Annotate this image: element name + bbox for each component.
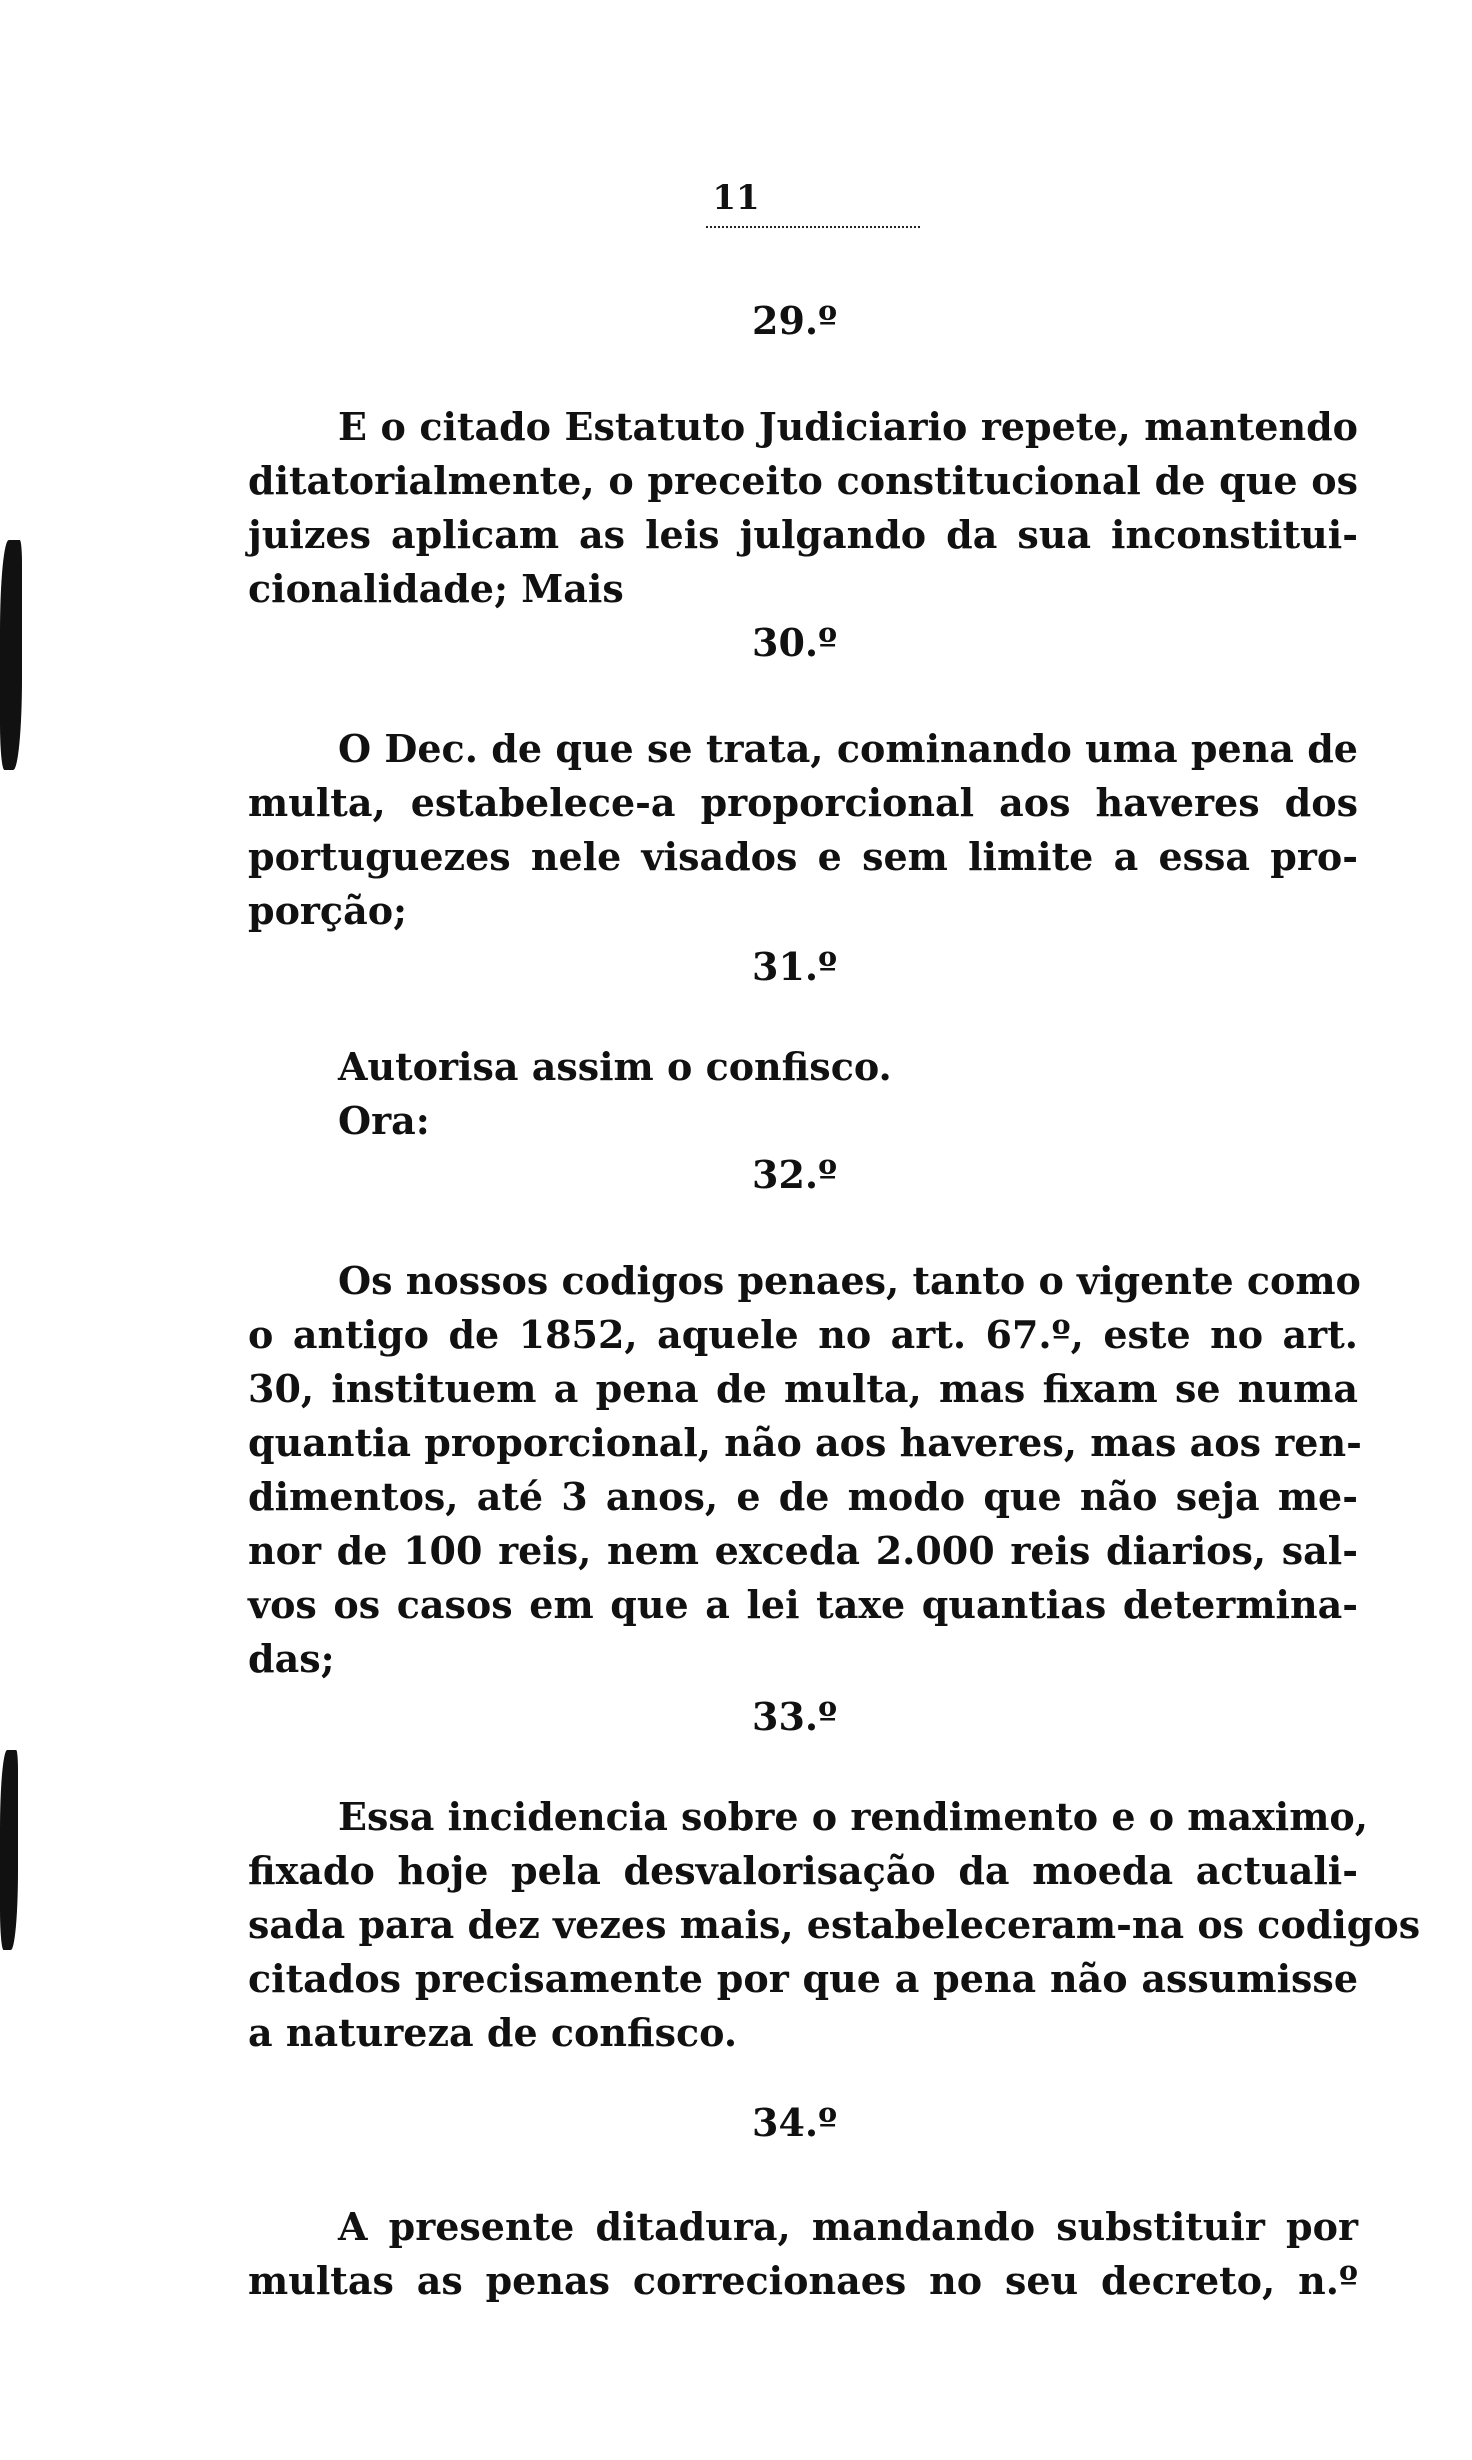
paragraph-line: o antigo de 1852, aquele no art. 67.º, este no art. <box>248 1312 1358 1357</box>
paragraph-line: 30, instituem a pena de multa, mas fixam se numa <box>248 1366 1358 1411</box>
paragraph-line: porção; <box>248 888 408 933</box>
paragraph-line: portuguezes nele visados e sem limite a essa pro- <box>248 834 1358 879</box>
paragraph-line: ditatorialmente, o preceito constitucional de que os <box>248 458 1358 503</box>
paragraph-line: A presente ditadura, mandando substituir por <box>338 2204 1358 2249</box>
paragraph-line: sada para dez vezes mais, estabeleceram-na os codigos <box>248 1902 1421 1947</box>
paragraph-line: fixado hoje pela desvalorisação da moeda actuali- <box>248 1848 1358 1893</box>
section-number-34: 34.º <box>752 2100 838 2145</box>
paragraph-line: Essa incidencia sobre o rendimento e o maximo, <box>338 1794 1369 1839</box>
section-number-30: 30.º <box>752 620 838 665</box>
page-number: 11 <box>712 178 760 218</box>
paragraph-line: das; <box>248 1636 335 1681</box>
paragraph-34 <box>248 2200 1358 2308</box>
paragraph-line: Ora: <box>338 1098 430 1143</box>
paragraph-32 <box>248 1254 1362 1686</box>
paragraph-line: dimentos, até 3 anos, e de modo que não seja me- <box>248 1474 1358 1519</box>
paragraph-line: vos os casos em que a lei taxe quantias determina- <box>248 1582 1358 1627</box>
paragraph-33 <box>248 1790 1421 2060</box>
paragraph-line: juizes aplicam as leis julgando da sua inconstitui- <box>248 512 1358 557</box>
scan-artifact-bottom <box>0 1750 18 1950</box>
paragraph-line: E o citado Estatuto Judiciario repete, mantendo <box>338 404 1358 449</box>
paragraph-line: quantia proporcional, não aos haveres, mas aos ren- <box>248 1420 1362 1465</box>
paragraph-line: citados precisamente por que a pena não assumisse <box>248 1956 1358 2001</box>
section-number-29: 29.º <box>752 298 838 343</box>
paragraph-line: O Dec. de que se trata, cominando uma pena de <box>338 726 1358 771</box>
paragraph-line: Os nossos codigos penaes, tanto o vigente como <box>338 1258 1361 1303</box>
section-number-32: 32.º <box>752 1152 838 1197</box>
scan-artifact-top <box>0 540 22 770</box>
section-number-33: 33.º <box>752 1694 838 1739</box>
paragraph-line: nor de 100 reis, nem exceda 2.000 reis diarios, sal- <box>248 1528 1358 1573</box>
paragraph-30 <box>248 722 1358 938</box>
paragraph-line: cionalidade; Mais <box>248 566 624 611</box>
paragraph-line: multas as penas correcionaes no seu decreto, n.º <box>248 2258 1358 2303</box>
paragraph-line: a natureza de confisco. <box>248 2010 738 2055</box>
section-number-31: 31.º <box>752 944 838 989</box>
page-number-rule <box>706 226 920 228</box>
paragraph-line: multa, estabelece-a proporcional aos haveres dos <box>248 780 1358 825</box>
paragraph-29 <box>248 400 1358 616</box>
paragraph-31 <box>248 1040 1358 1148</box>
paragraph-line: Autorisa assim o confisco. <box>338 1044 892 1089</box>
